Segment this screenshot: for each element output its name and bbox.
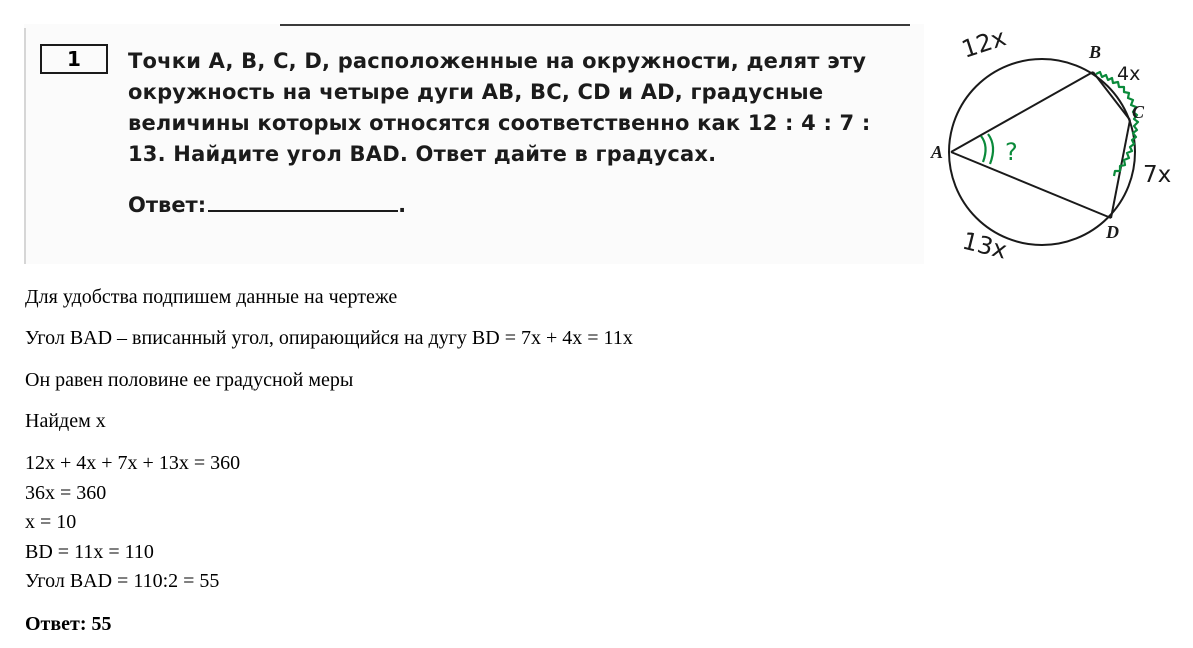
scan-top-border	[280, 24, 910, 26]
calc-line-2: 36x = 360	[25, 482, 107, 504]
chord-ab	[951, 72, 1093, 152]
problem-number: 1	[40, 44, 108, 74]
problem-statement: Точки A, B, C, D, расположенные на окружности, делят эту окружность на четыре дуги AB, BC, CD и AD, градусные величины которых относятся соответственно как 12 : 4 : 7 : 13. Найдите угол BAD. Ответ дайте в градусах.	[128, 49, 871, 166]
solution-line-3: Он равен половине ее градусной меры	[25, 369, 354, 391]
scan-left-border	[24, 28, 26, 264]
calc-line-5: Угол BAD = 110:2 = 55	[25, 570, 220, 592]
calc-line-4: BD = 11x = 110	[25, 541, 154, 563]
point-b-label: B	[1089, 42, 1102, 62]
angle-arc-1	[981, 136, 986, 162]
answer-period: .	[398, 193, 407, 217]
answer-blank	[208, 190, 398, 212]
arc-cd-label: 7x	[1143, 162, 1172, 188]
solution-line-4: Найдем x	[25, 410, 106, 432]
answer-label: Ответ:	[128, 193, 207, 217]
answer-field	[128, 190, 406, 217]
calc-line-1: 12x + 4x + 7x + 13x = 360	[25, 452, 241, 474]
calc-line-3: x = 10	[25, 511, 77, 533]
solution-line-2: Угол BAD – вписанный угол, опирающийся на дугу BD = 7x + 4x = 11x	[25, 327, 633, 349]
arc-bc-label: 4x	[1117, 63, 1141, 85]
arc-ab-label: 12x	[958, 23, 1010, 64]
angle-question-mark: ?	[1005, 138, 1018, 166]
final-answer: Ответ: 55	[25, 613, 112, 635]
angle-arc-2	[988, 134, 993, 164]
solution-line-1: Для удобства подпишем данные на чертеже	[25, 286, 398, 308]
point-c-label: C	[1132, 102, 1145, 122]
point-a-label: A	[931, 142, 944, 162]
point-d-label: D	[1106, 222, 1119, 242]
arc-ad-label: 13x	[959, 226, 1010, 265]
circle-diagram	[925, 22, 1193, 270]
chord-ad	[951, 152, 1111, 218]
